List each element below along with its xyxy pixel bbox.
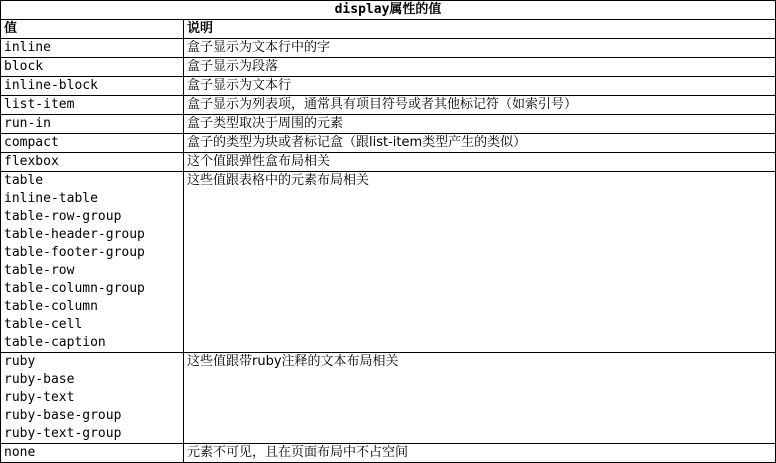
- value-cell: [1, 172, 184, 353]
- table-body: [1, 1, 776, 463]
- table-row: [1, 153, 776, 172]
- description-cell: 这个值跟弹性盒布局相关: [184, 153, 776, 172]
- display-value: ruby-base: [4, 372, 75, 387]
- value-cell: [1, 96, 184, 115]
- table-row: [1, 115, 776, 134]
- display-value: ruby-text-group: [4, 426, 122, 441]
- table-row: [1, 58, 776, 77]
- display-value: table-column: [4, 299, 98, 314]
- display-value: table-footer-group: [4, 245, 145, 260]
- table-title: display属性的值: [1, 1, 776, 20]
- description-cell: 盒子的类型为块或者标记盒（跟list-item类型产生的类似）: [184, 134, 776, 153]
- display-value: ruby: [4, 354, 36, 369]
- display-value: inline-table: [4, 191, 98, 206]
- display-value: none: [4, 445, 36, 460]
- table-row: [1, 444, 776, 463]
- display-value: ruby-text: [4, 390, 75, 405]
- description-cell: 盒子显示为文本行: [184, 77, 776, 96]
- display-value: table-cell: [4, 317, 83, 332]
- description-cell: 盒子显示为文本行中的字: [184, 39, 776, 58]
- display-value: ruby-base-group: [4, 408, 122, 423]
- value-cell: [1, 444, 184, 463]
- description-cell: 元素不可见，且在页面布局中不占空间: [184, 444, 776, 463]
- header-value: 值: [1, 20, 184, 39]
- value-cell: [1, 153, 184, 172]
- description-cell: 盒子类型取决于周围的元素: [184, 115, 776, 134]
- description-cell: 盒子显示为段落: [184, 58, 776, 77]
- display-value: inline: [4, 40, 51, 55]
- header-description: 说明: [184, 20, 776, 39]
- header-row: [1, 20, 776, 39]
- display-value: run-in: [4, 116, 51, 131]
- display-value: table: [4, 173, 44, 188]
- description-cell: 这些值跟表格中的元素布局相关: [184, 172, 776, 353]
- description-cell: 盒子显示为列表项，通常具有项目符号或者其他标记符（如索引号）: [184, 96, 776, 115]
- table-row: [1, 77, 776, 96]
- display-value: block: [4, 59, 44, 74]
- display-value: inline-block: [4, 78, 98, 93]
- table-row: [1, 134, 776, 153]
- table-row: [1, 39, 776, 58]
- table-row: [1, 96, 776, 115]
- table-row: [1, 172, 776, 353]
- description-cell: 这些值跟带ruby注释的文本布局相关: [184, 353, 776, 444]
- display-value: table-column-group: [4, 281, 145, 296]
- value-cell: [1, 58, 184, 77]
- display-value: compact: [4, 135, 59, 150]
- value-cell: [1, 115, 184, 134]
- display-value: flexbox: [4, 154, 59, 169]
- display-value: list-item: [4, 97, 75, 112]
- table-row: [1, 353, 776, 444]
- display-value: table-header-group: [4, 227, 145, 242]
- value-cell: [1, 77, 184, 96]
- value-cell: [1, 39, 184, 58]
- display-value: table-row: [4, 263, 75, 278]
- caption-row: [1, 1, 776, 20]
- display-value: table-caption: [4, 335, 106, 350]
- value-cell: [1, 353, 184, 444]
- display-value: table-row-group: [4, 209, 122, 224]
- value-cell: [1, 134, 184, 153]
